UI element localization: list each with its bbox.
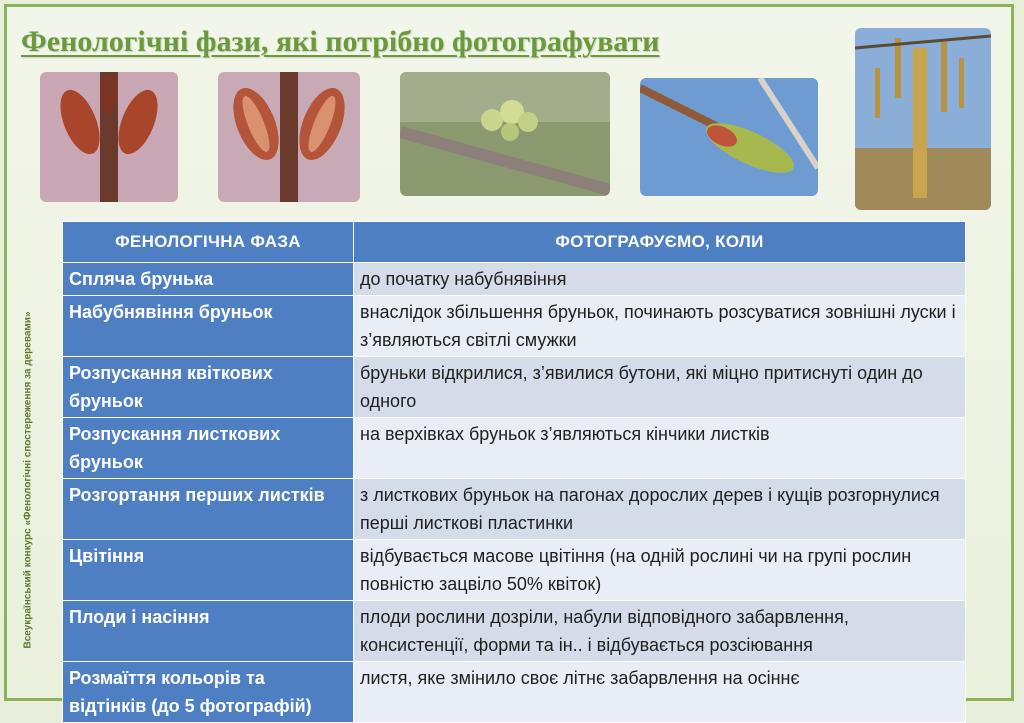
- description-cell: до початку набубнявіння: [354, 263, 966, 296]
- phenology-table: [62, 221, 966, 723]
- description-cell: відбувається масове цвітіння (на одній рослині чи на групі рослин повністю зацвіло 50% квіток): [354, 540, 966, 601]
- description-cell: з листкових бруньок на пагонах дорослих дерев і кущів розгорнулися перші листкові пластинки: [354, 479, 966, 540]
- table-row: [63, 263, 966, 296]
- phase-cell: Плоди і насіння: [63, 601, 354, 662]
- page-title: Фенологічні фази, які потрібно фотографувати: [21, 25, 660, 58]
- flower-bud-photo: [400, 72, 610, 196]
- phase-cell: Розпускання листкових бруньок: [63, 418, 354, 479]
- phase-cell: Розмаїття кольорів та відтінків (до 5 фотографій): [63, 662, 354, 723]
- phase-cell: Розгортання перших листків: [63, 479, 354, 540]
- header-when: ФОТОГРАФУЄМО, КОЛИ: [354, 222, 966, 263]
- dormant-bud-photo: [40, 72, 178, 202]
- description-cell: внаслідок збільшення бруньок, починають розсуватися зовнішні луски і з’являються світлі смужки: [354, 296, 966, 357]
- leaf-bud-photo: [640, 78, 818, 196]
- table-header-row: [63, 222, 966, 263]
- table-row: [63, 296, 966, 357]
- table-row: [63, 540, 966, 601]
- phase-cell: Набубнявіння бруньок: [63, 296, 354, 357]
- description-cell: на верхівках бруньок з’являються кінчики листків: [354, 418, 966, 479]
- table-row: [63, 479, 966, 540]
- table-row: [63, 662, 966, 723]
- catkins-photo: [855, 28, 991, 210]
- header-phase: ФЕНОЛОГІЧНА ФАЗА: [63, 222, 354, 263]
- description-cell: листя, яке змінило своє літнє забарвлення на осіннє: [354, 662, 966, 723]
- table-row: [63, 601, 966, 662]
- side-caption: Всеукраїнський конкурс «Фенологічні спостереження за деревами»: [22, 310, 34, 649]
- table-row: [63, 357, 966, 418]
- description-cell: плоди рослини дозріли, набули відповідного забарвлення, консистенції, форми та ін.. і відбувається розсіювання: [354, 601, 966, 662]
- phase-cell: Цвітіння: [63, 540, 354, 601]
- phase-cell: Розпускання квіткових бруньок: [63, 357, 354, 418]
- table-row: [63, 418, 966, 479]
- phase-cell: Спляча брунька: [63, 263, 354, 296]
- swelling-bud-photo: [218, 72, 360, 202]
- description-cell: бруньки відкрилися, з’явилися бутони, які міцно притиснуті один до одного: [354, 357, 966, 418]
